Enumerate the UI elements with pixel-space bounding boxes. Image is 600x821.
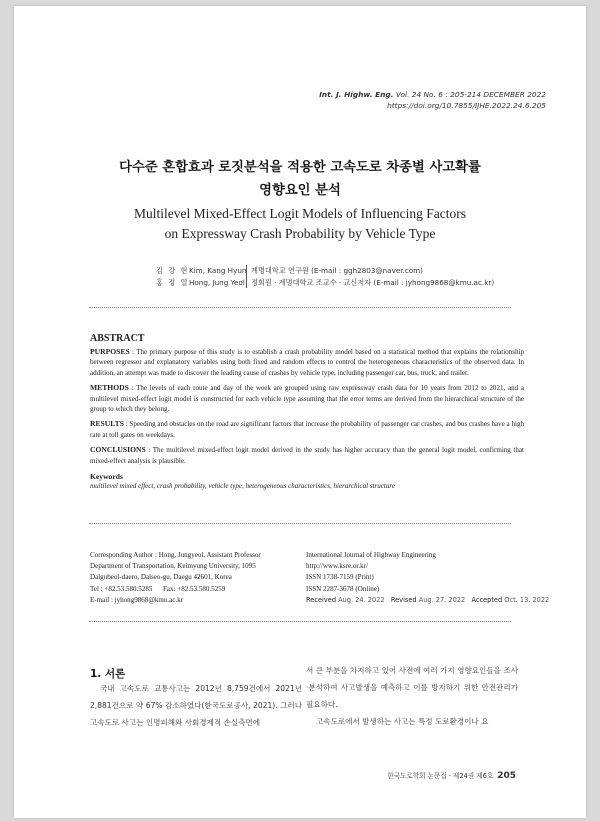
journal-name: International Journal of Highway Engineering — [306, 551, 436, 559]
body-paragraph: 국내 고속도로 교통사고는 2012년 8,759건에서 2021년 2,881건으로 약 67% 감소하였다(한국도로공사, 2021). 그러나 고속도로 사고는 인명피해와 사회경제적 손실측면에 — [90, 684, 302, 727]
body-column-left — [90, 680, 302, 731]
keywords-heading: Keywords — [90, 472, 123, 482]
conclusions-label: CONCLUSIONS — [90, 445, 146, 455]
doi-link[interactable]: https://doi.org/10.7855/IJHE.2022.24.6.205 — [387, 101, 546, 110]
corr-line: Department of Transportation, Keimyung University, 1095 — [90, 562, 256, 571]
conclusions-text: : The multilevel mixed-effect logit model derived in the study has higher accuracy than the general logit model, confirming that mixed-effect analysis is plausible. — [90, 446, 524, 465]
body-column-right — [306, 662, 518, 730]
author-name-ko: 홍 정 열 — [156, 277, 189, 287]
author-affiliation: 계명대학교 연구원 (E-mail : ggh2803@naver.com) — [246, 265, 423, 277]
page-footer — [387, 770, 516, 781]
keywords-list: multilevel mixed effect, crash probability, vehicle type, heterogeneous characteristics, hierarchical structure — [90, 482, 396, 491]
abstract-purposes — [90, 347, 524, 378]
revised-date: Aug. 27. 2022 — [418, 595, 466, 604]
page-number: 205 — [497, 771, 516, 781]
section-heading-introduction: 1. 서론 — [90, 668, 126, 680]
english-title — [14, 204, 586, 244]
abstract-results — [90, 419, 524, 440]
journal-volume: Vol. 24 No. 6 : 205-214 DECEMBER 2022 — [393, 90, 546, 99]
author-name-ko: 김 강 현 — [156, 266, 189, 275]
abstract-section — [90, 333, 524, 491]
divider — [89, 621, 511, 622]
body-paragraph: 고속도로에서 발생하는 사고는 특정 도로환경이나 요 — [316, 717, 489, 726]
author-affiliation: 정회원 · 계명대학교 조교수 · 교신저자 (E-mail : jyhong9868@kmu.ac.kr) — [246, 277, 494, 289]
korean-title-line-2: 영향요인 분석 — [259, 183, 341, 198]
corr-email: E-mail : jyhong9868@kmu.ac.kr — [90, 595, 183, 604]
received-date: Aug. 24. 2022 — [338, 595, 385, 604]
abstract-conclusions — [90, 445, 524, 466]
corresponding-author — [90, 550, 261, 606]
journal-citation — [319, 89, 546, 111]
body-paragraph: 서 큰 부분을 차지하고 있어 사전에 여러 가지 영향요인들을 조사·분석하여 사고발생을 예측하고 이를 방지하기 위한 안전관리가 필요하다. — [306, 666, 518, 709]
corr-line: Dalgubeol-daero, Dalseo-gu, Daegu 42601, Korea — [90, 573, 232, 582]
issn-print: ISSN 1738-7159 (Print) — [306, 573, 374, 582]
abstract-methods — [90, 383, 524, 414]
footer-journal: 한국도로학회 논문집 · 제24권 제6호 — [387, 772, 494, 780]
divider — [89, 523, 511, 524]
accepted-label: Accepted — [471, 595, 503, 604]
paper-page — [14, 6, 586, 818]
author-list — [156, 265, 494, 288]
english-title-line-1: Multilevel Mixed-Effect Logit Models of Influencing Factors — [134, 206, 466, 221]
corr-line: Tel : +82.53.580.5285 Fax: +82.53.580.5259 — [90, 584, 226, 593]
methods-label: METHODS — [90, 383, 129, 393]
revised-label: Revised — [390, 595, 417, 604]
received-label: Received — [306, 595, 336, 604]
results-text: : Speeding and obstacles on the road are significant factors that increase the probability of passenger car crashes, and bus crashes have a high rate at toll gates on weekdays. — [90, 420, 524, 439]
author-row — [156, 277, 494, 289]
korean-title-line-1: 다수준 혼합효과 로짓분석을 적용한 고속도로 차종별 사고확률 — [119, 160, 481, 175]
author-row — [156, 265, 494, 277]
abstract-heading: ABSTRACT — [90, 333, 145, 344]
issn-online: ISSN 2287-3678 (Online) — [306, 584, 380, 593]
journal-info — [306, 550, 549, 606]
author-name-en: Hong, Jung Yeol — [189, 277, 245, 287]
english-title-line-2: on Expressway Crash Probability by Vehicle Type — [164, 226, 436, 241]
manuscript-dates — [306, 595, 549, 606]
divider — [89, 307, 511, 308]
korean-title — [14, 156, 586, 202]
journal-url[interactable]: http://www.ksre.or.kr/ — [306, 562, 368, 571]
purposes-text: : The primary purpose of this study is to establish a crash probability model based on a statistical method that explains the relationship between regressor and explanatory variables using both fixed and random effects to control the heterogeneous characteristics of the observed data. In addition, an attempt was made to discover the leading cause of crashes by vehicle type, including passenger car, bus, truck, and trailer. — [90, 348, 524, 377]
accepted-date: Oct. 13. 2022 — [504, 595, 550, 604]
author-name-en: Kim, Kang Hyun — [189, 266, 247, 275]
methods-text: : The levels of each route and day of the week are grouped using raw expressway crash data for 10 years from 2012 to 2021, and a multilevel mixed-effect logit model is constructed for each vehicle type assuming that the error terms are derived from the hierarchical structure of the group to which they belong. — [90, 384, 524, 414]
corr-line: Corresponding Author : Hong, Jungyeol, Assistant Professor — [90, 551, 261, 559]
purposes-label: PURPOSES — [90, 347, 130, 356]
results-label: RESULTS — [90, 419, 124, 429]
journal-abbrev: Int. J. Highw. Eng. — [319, 90, 394, 99]
